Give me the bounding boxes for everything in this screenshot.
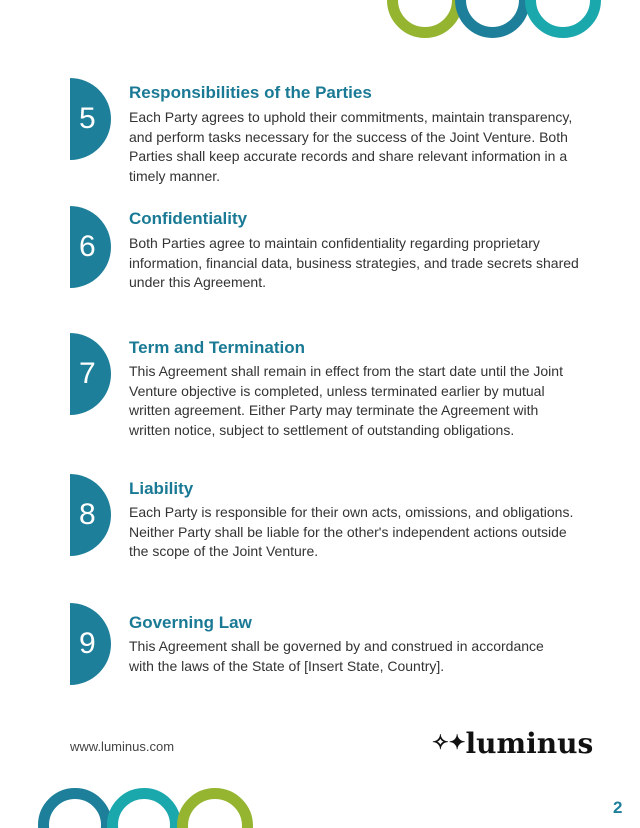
sparkle-icon: ✧✦ bbox=[432, 730, 466, 754]
decorative-ring-teal bbox=[525, 0, 601, 38]
section-body: Each Party is responsible for their own acts, omissions, and obligations. Neither Party shall be liable for the other's independent actions outside the scope of the Joint Venture. bbox=[129, 504, 574, 559]
decorative-ring-teal bbox=[107, 788, 181, 828]
section-number-badge: 8 bbox=[70, 474, 111, 556]
section-body: This Agreement shall be governed by and construed in accordance with the laws of the State of [Insert State, Country]. bbox=[129, 638, 544, 674]
page-number: 2 bbox=[613, 798, 623, 817]
decorative-ring-blue bbox=[38, 788, 112, 828]
section-body: This Agreement shall remain in effect from the start date until the Joint Venture objective is completed, unless terminated earlier by mutual written agreement. Either Party may terminate the Agreement with written notice, subject to settlement of outstanding obligations. bbox=[129, 363, 563, 438]
section-body: Both Parties agree to maintain confidentiality regarding proprietary information, financial data, business strategies, and trade secrets shared under this Agreement. bbox=[129, 235, 579, 290]
section-title: Liability bbox=[129, 479, 194, 498]
website-url: www.luminus.com bbox=[70, 739, 175, 754]
section-number-badge: 7 bbox=[70, 333, 111, 415]
section-number-badge: 9 bbox=[70, 603, 111, 685]
decorative-ring-green bbox=[177, 788, 253, 828]
decorative-ring-blue bbox=[455, 0, 530, 38]
section-title: Term and Termination bbox=[129, 338, 306, 357]
section-title: Responsibilities of the Parties bbox=[129, 83, 372, 102]
section-title: Confidentiality bbox=[129, 209, 248, 228]
logo-text: luminus bbox=[465, 727, 594, 760]
section-title: Governing Law bbox=[129, 613, 252, 632]
section-number-badge: 5 bbox=[70, 78, 111, 160]
brand-logo bbox=[432, 727, 593, 760]
section-number-badge: 6 bbox=[70, 206, 111, 288]
section-body: Each Party agrees to uphold their commitments, maintain transparency, and perform tasks necessary for the success of the Joint Venture. Both Parties shall keep accurate records and share relevant information in a timely manner. bbox=[129, 109, 573, 184]
decorative-ring-green bbox=[387, 0, 463, 38]
